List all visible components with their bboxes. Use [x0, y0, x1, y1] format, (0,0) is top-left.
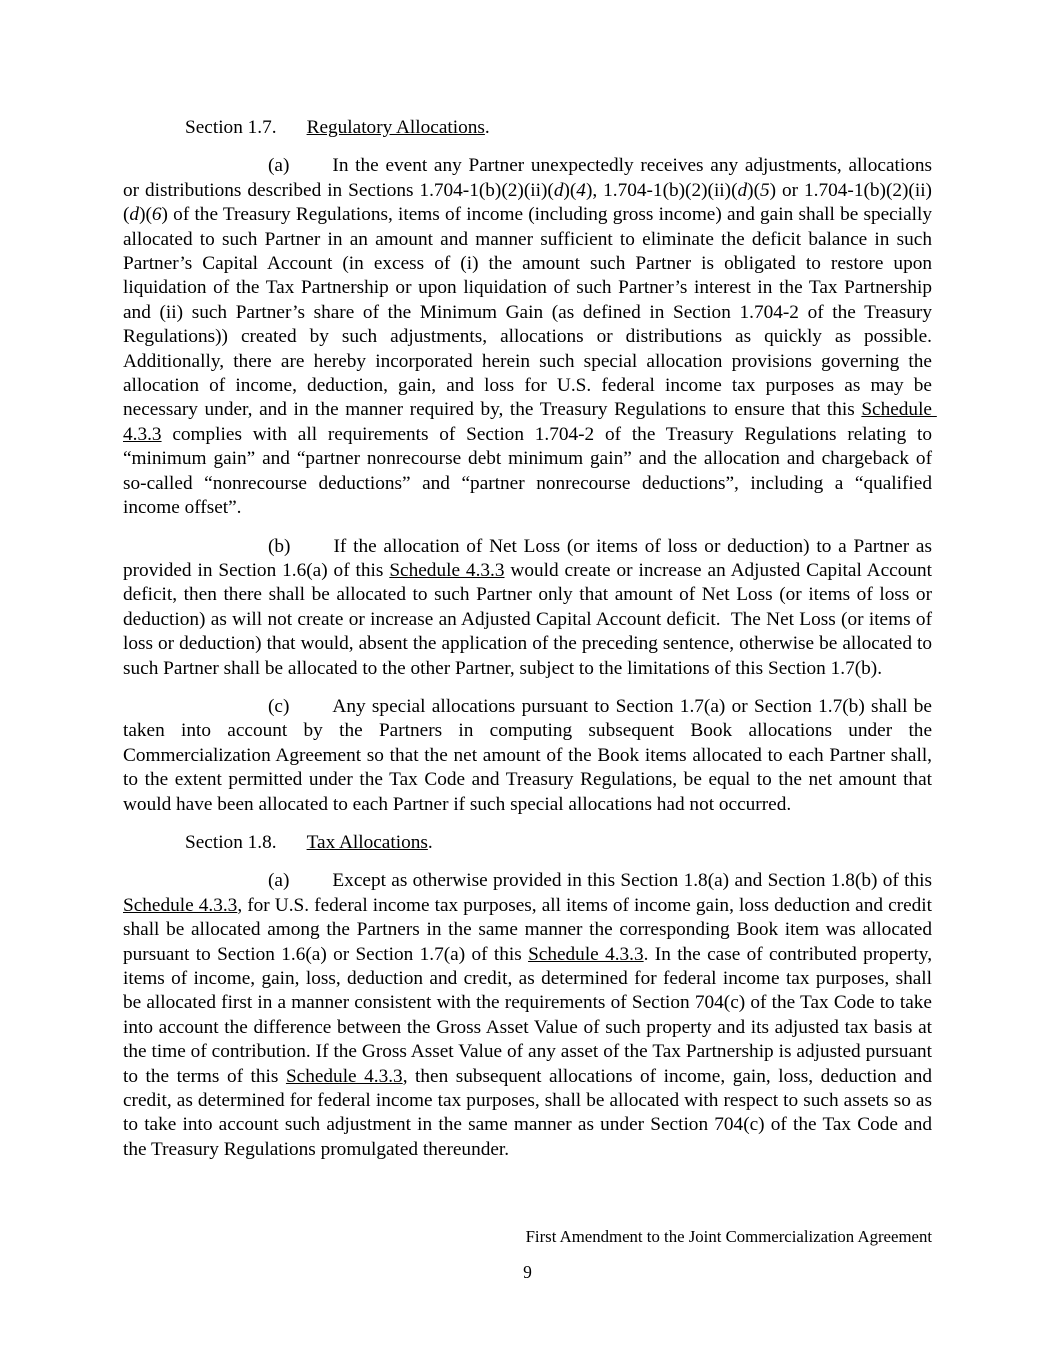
text-run: In the event any Partner unexpectedly receives any adjustments, allocations or distributions described in Sections 1.704-1(b)(2)(ii)(: [123, 155, 937, 201]
text-run: would create or increase an Adjusted Capital Account deficit, then there shall be allocated to such Partner only that amount of Net Loss (or items of loss or deduction) as will not create or increase an Adjusted Capital Account deficit. The Net Loss (or items of loss or deduction) that would, absent the application of the preceding sentence, otherwise be allocated to such Partner shall be allocated to the other Partner, subject to the limitations of this Section 1.7(b).: [123, 559, 937, 679]
text-run: (a): [268, 155, 290, 177]
text-run: , for U.S. federal income tax purposes, all items of income gain, loss deduction and credit shall be allocated among the Partners in the same manner the corresponding Book item was allocated pursuant to Section 1.6(a) or Section 1.7(a) of this: [123, 894, 937, 965]
text-run: Any special allocations pursuant to Section 1.7(a) or Section 1.7(b) shall be taken into account by the Partners in computing subsequent Book allocations under the Commercialization Agreement so that the net amount of the Book items allocated to each Partner shall, to the extent permitted under the Tax Code and Treasury Regulations, be equal to the net amount that would have been allocated to each Partner if such special allocations had not occurred.: [123, 695, 937, 815]
underlined-reference: Schedule 4.3.3: [389, 559, 505, 581]
section-heading: [123, 831, 932, 855]
text-run: If the allocation of Net Loss (or items of loss or deduction) to a Partner as provided in Section 1.6(a) of this: [123, 535, 937, 581]
document-paragraph: [123, 154, 942, 520]
text-run: (c): [268, 695, 290, 717]
text-run: , then subsequent allocations of income, gain, loss, deduction and credit, as determined for federal income tax purposes, shall be allocated with respect to such assets so as to take into account such adjustment in the same manner as under Section 704(c) of the Tax Code and the Treasury Regulations promulgated thereunder.: [123, 1065, 937, 1160]
italic-citation: 6: [151, 204, 162, 226]
text-run: Except as otherwise provided in this Section 1.8(a) and Section 1.8(b) of this: [332, 870, 937, 892]
text-run: ) of the Treasury Regulations, items of income (including gross income) and gain shall be specially allocated to such Partner in an amount and manner sufficient to eliminate the deficit balance in such Partner’s Capital Account (in excess of (i) the amount such Partner is obligated to restore upon liquidation of the Tax Partnership or upon liquidation of such Partner’s interest in the Tax Partnership and (ii) such Partner’s share of the Minimum Gain (as defined in Section 1.704-2 of the Treasury Regulations)) created by such adjustments, allocations or distributions as quickly as possible. Additionally, there are hereby incorporated herein such special allocation provisions governing the allocation of income, deduction, gain, and loss for U.S. federal income tax purposes as may be necessary under, and in the manner required by, the Treasury Regulations to ensure that this: [123, 204, 942, 421]
underlined-reference: Schedule 4.3.3: [285, 1065, 403, 1087]
text-run: (a): [268, 870, 290, 892]
italic-citation: 5: [760, 179, 770, 201]
text-run: . In the case of contributed property, items of income, gain, loss, deduction and credit, as determined for federal income tax purposes, shall be allocated first in a manner consistent with the requirements of Section 704(c) of the Tax Code to take into account the difference between the Gross Asset Value of such property and its adjusted tax basis at the time of contribution. If the Gross Asset Value of any asset of the Tax Partnership is adjusted pursuant to the terms of this: [123, 943, 937, 1087]
italic-citation: 4: [576, 179, 586, 201]
text-run: .: [427, 831, 433, 853]
text-run: ), 1.704-1(b)(2)(ii)(: [585, 179, 738, 201]
italic-citation: d: [553, 179, 564, 201]
text-run: .: [484, 117, 490, 138]
underlined-reference: Regulatory Allocations: [306, 117, 485, 138]
section-heading: [123, 116, 932, 140]
text-run: )(: [563, 179, 577, 201]
document-paragraph: [123, 695, 937, 817]
text-run: Section 1.7.: [185, 117, 277, 138]
underlined-reference: Tax Allocations: [306, 831, 428, 853]
document-paragraph: [123, 535, 937, 681]
italic-citation: d: [129, 204, 140, 226]
text-run: ) or 1.704-1(b)(2)(ii)(: [123, 179, 932, 226]
underlined-reference: Schedule 4.3.3: [123, 894, 238, 916]
page-number: 9: [523, 1262, 532, 1282]
text-run: )(: [747, 179, 760, 201]
text-run: (b): [268, 535, 291, 557]
text-run: complies with all requirements of Section 1.704-2 of the Treasury Regulations relating to “minimum gain” and “partner nonrecourse debt minimum gain” and the allocation and chargeback of so-called “nonrecourse deductions” and “partner nonrecourse deductions”, including a “qualified income offset”.: [123, 423, 937, 519]
document-footer-line: First Amendment to the Joint Commercialization Agreement: [525, 1227, 932, 1246]
italic-citation: d: [737, 179, 748, 201]
text-run: )(: [139, 204, 152, 226]
underlined-reference: Schedule 4.3.3: [528, 943, 644, 965]
text-run: Section 1.8.: [185, 831, 277, 853]
underlined-reference: Schedule 4.3.3: [123, 399, 937, 445]
document-paragraph: [123, 869, 937, 1162]
document-body: [123, 116, 942, 1162]
